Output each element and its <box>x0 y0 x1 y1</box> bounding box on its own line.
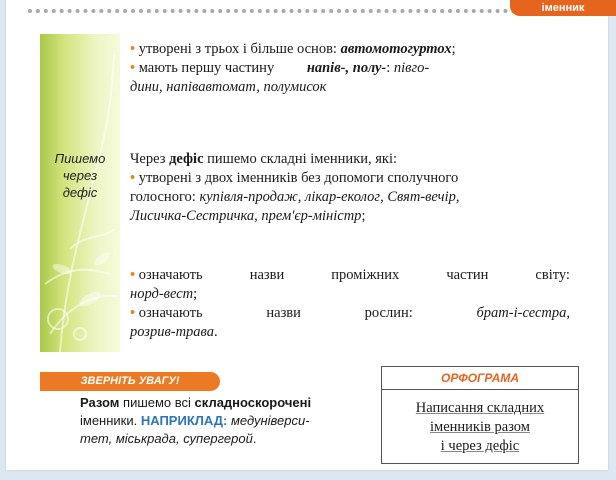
example-text: брат-і-сестра, <box>476 305 570 321</box>
orthogram-box <box>381 366 579 464</box>
orthogram-line: і через дефіс <box>440 438 520 454</box>
keyword-text: складноскорочені <box>194 395 312 410</box>
orthogram-body <box>382 390 578 456</box>
rule-text: пишемо складні іменники, які: <box>203 151 398 167</box>
punctuation: . <box>252 431 257 446</box>
punctuation: ; <box>193 286 198 302</box>
rule-word: назви <box>249 267 285 283</box>
bullet-icon: • <box>130 170 136 186</box>
side-label-line: дефіс <box>62 185 98 200</box>
rule-word: назви <box>266 305 301 321</box>
keyword-text: дефіс <box>169 151 204 167</box>
orthogram-line: Написання складних <box>415 400 545 416</box>
rule-text: голосного: <box>130 189 200 205</box>
rule-text: мають першу частину <box>138 60 278 76</box>
bullet-icon: • <box>130 305 136 321</box>
rule-text: Через <box>130 151 170 167</box>
rule-word: рослин: <box>364 305 413 321</box>
rule-word: частин <box>446 267 489 283</box>
example-label: НАПРИКЛАД: <box>140 413 228 428</box>
rule-block-3 <box>130 266 570 342</box>
side-label <box>42 150 118 201</box>
example-text: півго- <box>393 60 430 76</box>
example-text: розрив-трава <box>130 324 215 340</box>
side-label-line: через <box>62 168 98 183</box>
rule-word: означають <box>138 267 203 283</box>
example-text: автомотогуртох <box>340 41 452 57</box>
example-text: дини, напівавтомат, полумисок <box>130 79 327 95</box>
note-text: іменники. <box>80 413 141 428</box>
example-text: медуніверси- <box>227 413 310 428</box>
rule-block-1 <box>130 40 570 97</box>
rule-word: означають <box>138 305 203 321</box>
bullet-icon: • <box>130 60 136 76</box>
prefix-text: напів-, полу- <box>306 60 387 76</box>
punctuation: ; <box>361 208 366 224</box>
punctuation: . <box>214 324 218 340</box>
attention-note <box>80 394 380 448</box>
note-text: пишемо всі <box>119 395 195 410</box>
rule-word: проміжних <box>331 267 400 283</box>
side-label-line: Пишемо <box>54 151 106 166</box>
example-text: тет, міськрада, супергерой <box>80 431 253 446</box>
rule-text: утворені з двох іменників без допомоги сполучного <box>138 170 459 186</box>
punctuation: : <box>386 60 394 76</box>
dotted-divider <box>28 9 516 13</box>
rule-text: утворені з трьох і більше основ: <box>138 41 341 57</box>
keyword-text: Разом <box>80 395 120 410</box>
orthogram-line: іменників разом <box>430 419 530 435</box>
rule-word: світу: <box>535 267 570 283</box>
example-text: купівля-продаж, лікар-еколог, Свят-вечір, <box>199 189 460 205</box>
example-text: норд-вест <box>130 286 194 302</box>
section-tag: іменник <box>510 0 616 16</box>
attention-banner: ЗВЕРНІТЬ УВАГУ! <box>40 372 220 391</box>
bullet-icon: • <box>130 41 136 57</box>
rule-block-2 <box>130 150 570 226</box>
orthogram-title: ОРФОГРАМА <box>382 367 578 390</box>
example-text: Лисичка-Сестричка, прем'єр-міністр <box>130 208 362 224</box>
punctuation: ; <box>451 41 456 57</box>
bullet-icon: • <box>130 267 136 283</box>
